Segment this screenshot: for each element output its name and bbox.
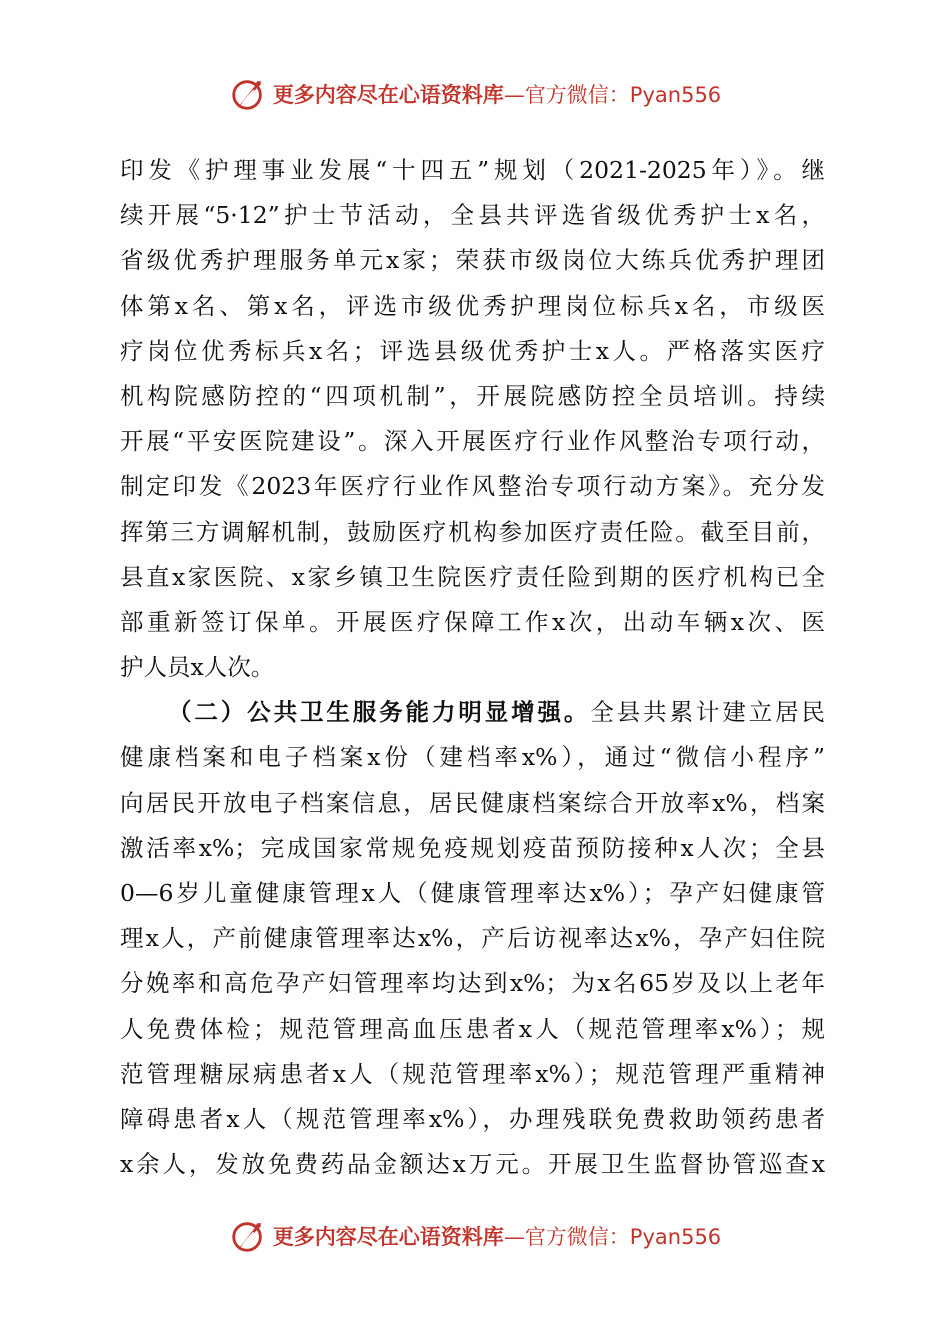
banner-title: 更多内容尽在心语资料库 [272,1225,504,1249]
footer-banner [0,1216,950,1256]
body-line: 向居民开放电子档案信息，居民健康档案综合开放率x%，档案 [120,788,825,817]
body-line: 续开展“5·12”护士节活动，全县共评选省级优秀护士x名， [120,201,825,230]
banner-contact: 官方微信：Pyan556 [524,1225,722,1249]
banner-dash: — [503,1225,525,1249]
body-line: 人免费体检；规范管理高血压患者x人（规范管理率x%）；规 [120,1014,825,1043]
body-line: 激活率x%；完成国家常规免疫规划疫苗预防接种x人次；全县 [120,833,825,862]
body-line: 分娩率和高危孕产妇管理率均达到x%；为x名65岁及以上老年 [120,969,825,998]
body-line: 0—6岁儿童健康管理x人（健康管理率达x%）；孕产妇健康管 [120,879,825,907]
body-line: 省级优秀护理服务单元x家；荣获市级岗位大练兵优秀护理团 [120,246,825,275]
body-line: x余人，发放免费药品金额达x万元。开展卫生监督协管巡查x [120,1150,825,1179]
quill-pen-circle-logo-icon [229,1217,267,1255]
banner-dash: — [503,83,525,107]
banner-contact: 官方微信：Pyan556 [524,83,722,107]
body-line: 机构院感防控的“四项机制”，开展院感防控全员培训。持续 [120,381,825,410]
body-line: 健康档案和电子档案x份（建档率x%），通过“微信小程序” [120,743,825,772]
body-line: 印发《护理事业发展“十四五”规划（2021-2025年）》。继 [120,156,825,184]
body-line: 障碍患者x人（规范管理率x%），办理残联免费救助领药患者 [120,1104,825,1133]
body-line: 制定印发《2023年医疗行业作风整治专项行动方案》。充分发 [120,472,825,501]
section-heading-line [120,690,825,735]
body-line: 县直x家医院、x家乡镇卫生院医疗责任险到期的医疗机构已全 [120,562,825,591]
body-line: 体第x名、第x名，评选市级优秀护理岗位标兵x名，市级医 [120,291,825,320]
banner-title: 更多内容尽在心语资料库 [272,83,504,107]
body-line: 挥第三方调解机制，鼓励医疗机构参加医疗责任险。截至目前， [120,517,825,546]
section-heading-rest: 全县共累计建立居民 [590,698,826,727]
body-line: 部重新签订保单。开展医疗保障工作x次，出动车辆x次、医 [120,607,825,636]
banner-text [273,1221,721,1251]
quill-pen-circle-logo-icon [229,75,267,113]
body-line: 范管理糖尿病患者x人（规范管理率x%）；规范管理严重精神 [120,1059,825,1088]
body-line: 疗岗位优秀标兵x名；评选县级优秀护士x人。严格落实医疗 [120,336,825,365]
header-banner [0,74,950,114]
body-line: 开展“平安医院建设”。深入开展医疗行业作风整治专项行动， [120,427,825,456]
section-heading: （二）公共卫生服务能力明显增强。 [168,698,591,727]
body-line: 护人员x人次。 [120,653,275,682]
document-body [120,148,825,1187]
body-line: 理x人，产前健康管理率达x%，产后访视率达x%，孕产妇住院 [120,924,825,953]
banner-text [273,79,721,109]
